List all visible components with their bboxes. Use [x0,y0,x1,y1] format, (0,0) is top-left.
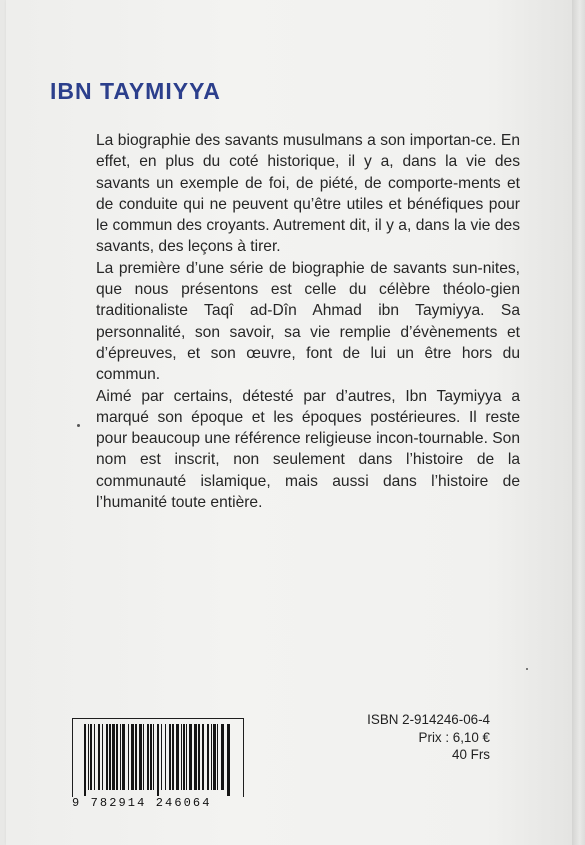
isbn-number: ISBN 2-914246-06-4 [367,712,490,727]
barcode-bar [165,724,166,790]
barcode-bar [90,724,92,790]
isbn-price-block [367,711,490,764]
barcode-bar [102,724,103,790]
book-title: IBN TAYMIYYA [50,78,221,104]
price-francs: 40 Frs [452,747,490,762]
barcode-bar [172,724,174,790]
barcode-bar [106,724,108,790]
blurb-paragraph-2: La première d’une série de biographie de savants sun-nites, que nous présentons est celle du célèbre théolo-gien traditionaliste Taqî ad-Dîn Ahmad ibn Taymiyya. Sa personnalité, son savoir, sa vie remplie d’évènements et d’épreuves, et son œuvre, font de lui un être hors du commun. [96,259,520,384]
barcode-bar [147,724,149,790]
barcode [72,718,242,810]
barcode-bar [176,724,179,790]
barcode-bar [217,724,218,790]
barcode-bar [198,724,200,790]
barcode-bar [169,724,171,790]
barcode-bar [98,724,100,790]
barcode-bar [88,724,89,790]
barcode-bar [84,724,86,796]
barcode-bar [143,724,144,790]
barcode-bar [202,724,204,790]
barcode-bar [120,724,121,790]
barcode-bar [183,724,185,790]
barcode-bar [157,724,159,796]
barcode-bar [153,724,154,790]
barcode-digits: 9 782914 246064 [72,796,212,810]
blurb-paragraph-1: La biographie des savants musulmans a son importan-ce. En effet, en plus du coté historique, il y a, dans la vie des savants un exemple de foi, de piété, de comporte-ments et de conduite qui ne peuvent qu’être utiles et bénéfiques pour le commun des croyants. Autrement dit, il y a, dans la vie des savants, des leçons à tirer. [96,132,520,256]
barcode-bar [207,724,209,790]
barcode-bar [131,724,134,790]
barcode-bar [122,724,125,790]
price-euro: Prix : 6,10 € [418,729,490,745]
barcode-bar [128,724,129,790]
barcode-bar [161,724,162,790]
barcode-bar [109,724,111,790]
barcode-bar [112,724,115,790]
barcode-bar [186,724,187,790]
barcode-bar [211,724,212,790]
barcode-bar [135,724,137,790]
barcode-bar [94,724,95,790]
barcode-bar [194,724,197,790]
barcode-bar [116,724,118,790]
page-edge [572,0,585,845]
barcode-bar [181,724,182,790]
blurb [96,130,520,513]
barcode-bars [72,718,242,796]
print-speck [526,668,528,670]
barcode-bar [227,724,230,796]
barcode-bar [189,724,192,790]
barcode-bar [221,724,224,790]
barcode-bar [139,724,142,790]
barcode-bar [150,724,152,790]
print-speck [77,424,80,427]
book-back-cover [6,0,572,845]
barcode-bar [213,724,216,790]
blurb-paragraph-3: Aimé par certains, détesté par d’autres, Ibn Taymiyya a marqué son époque et les époques postérieures. Il reste pour beaucoup une référence religieuse incon-tournable. Son nom est inscrit, non seulement dans l’histoire de la communauté islamique, mais aussi dans l’histoire de l’humanité toute entière. [96,387,520,512]
